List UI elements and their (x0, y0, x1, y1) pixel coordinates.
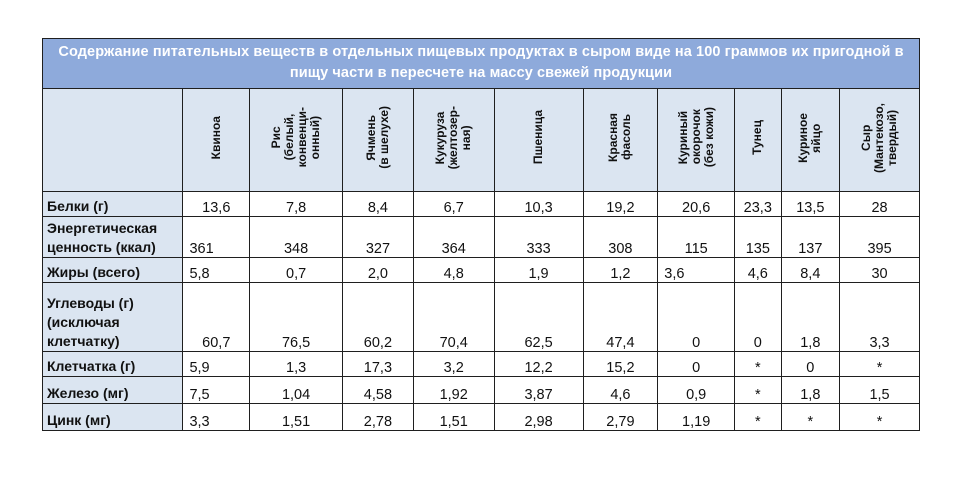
table-cell: 17,3 (343, 352, 414, 377)
table-cell: 1,8 (781, 283, 840, 352)
nutrient-table (42, 88, 920, 431)
table-cell: 12,2 (494, 352, 583, 377)
table-cell: 5,8 (183, 258, 250, 283)
table-cell: 4,8 (413, 258, 494, 283)
column-header: Куриный окорочок (без кожи) (658, 89, 735, 192)
header-row (43, 89, 920, 192)
table-cell: 1,51 (250, 404, 343, 431)
table-cell: 2,98 (494, 404, 583, 431)
table-cell: 1,04 (250, 377, 343, 404)
row-label: Белки (г) (43, 192, 183, 217)
table-cell: 28 (840, 192, 920, 217)
table-cell: 47,4 (583, 283, 658, 352)
column-header: Куриное яйцо (781, 89, 840, 192)
table-cell: 115 (658, 217, 735, 258)
table-cell: * (840, 352, 920, 377)
table-row (43, 258, 920, 283)
column-header: Кукуруза (желтозер- ная) (413, 89, 494, 192)
table-cell: 6,7 (413, 192, 494, 217)
table-cell: 2,79 (583, 404, 658, 431)
table-cell: 1,51 (413, 404, 494, 431)
table-cell: 62,5 (494, 283, 583, 352)
table-cell: 4,6 (583, 377, 658, 404)
table-cell: 1,8 (781, 377, 840, 404)
column-header: Ячмень (в шелухе) (343, 89, 414, 192)
table-cell: 0 (735, 283, 781, 352)
row-label: Энергетическая ценность (ккал) (43, 217, 183, 258)
table-cell: 137 (781, 217, 840, 258)
table-cell: 3,6 (658, 258, 735, 283)
table-cell: 8,4 (781, 258, 840, 283)
table-cell: 15,2 (583, 352, 658, 377)
table-cell: 76,5 (250, 283, 343, 352)
table-cell: 23,3 (735, 192, 781, 217)
table-cell: 1,9 (494, 258, 583, 283)
row-label: Цинк (мг) (43, 404, 183, 431)
column-header: Пшеница (494, 89, 583, 192)
table-cell: 1,5 (840, 377, 920, 404)
table-cell: 308 (583, 217, 658, 258)
table-cell: 327 (343, 217, 414, 258)
table-cell: 0 (781, 352, 840, 377)
table-cell: 0,7 (250, 258, 343, 283)
table-cell: 13,6 (183, 192, 250, 217)
column-header: Красная фасоль (583, 89, 658, 192)
table-cell: 333 (494, 217, 583, 258)
table-cell: 4,58 (343, 377, 414, 404)
table-cell: 19,2 (583, 192, 658, 217)
row-label: Железо (мг) (43, 377, 183, 404)
table-cell: 60,7 (183, 283, 250, 352)
table-row (43, 404, 920, 431)
table-row (43, 352, 920, 377)
table-cell: 4,6 (735, 258, 781, 283)
table-cell: 5,9 (183, 352, 250, 377)
column-header: Квиноа (183, 89, 250, 192)
column-header: Рис (белый, конвенци- онный) (250, 89, 343, 192)
table-cell: * (840, 404, 920, 431)
table-cell: 395 (840, 217, 920, 258)
table-cell: 1,3 (250, 352, 343, 377)
table-cell: 1,19 (658, 404, 735, 431)
table-cell: 7,5 (183, 377, 250, 404)
table-cell: 0,9 (658, 377, 735, 404)
table-cell: 3,87 (494, 377, 583, 404)
table-row (43, 192, 920, 217)
table-cell: 2,78 (343, 404, 414, 431)
table-cell: 20,6 (658, 192, 735, 217)
row-label: Жиры (всего) (43, 258, 183, 283)
table-cell: 10,3 (494, 192, 583, 217)
table-cell: 1,92 (413, 377, 494, 404)
table-cell: 0 (658, 352, 735, 377)
table-cell: 135 (735, 217, 781, 258)
table-cell: * (735, 404, 781, 431)
row-label: Клетчатка (г) (43, 352, 183, 377)
table-cell: * (781, 404, 840, 431)
table-cell: 1,2 (583, 258, 658, 283)
nutrient-table-container (42, 38, 920, 431)
table-cell: 364 (413, 217, 494, 258)
table-cell: 348 (250, 217, 343, 258)
table-cell: 60,2 (343, 283, 414, 352)
table-cell: 361 (183, 217, 250, 258)
table-row (43, 377, 920, 404)
table-cell: 8,4 (343, 192, 414, 217)
table-cell: 0 (658, 283, 735, 352)
table-row (43, 283, 920, 352)
table-row (43, 217, 920, 258)
table-title: Содержание питательных веществ в отдельных пищевых продуктах в сыром виде на 100 граммов их пригодной в пищу части в пересчете на массу свежей продукции (42, 38, 920, 88)
table-cell: 2,0 (343, 258, 414, 283)
table-cell: 7,8 (250, 192, 343, 217)
table-cell: 70,4 (413, 283, 494, 352)
table-cell: 3,3 (183, 404, 250, 431)
table-cell: * (735, 377, 781, 404)
table-cell: 3,2 (413, 352, 494, 377)
row-label: Углеводы (г) (исключая клетчатку) (43, 283, 183, 352)
table-cell: 30 (840, 258, 920, 283)
column-header: Сыр (Мантекозо, твердый) (840, 89, 920, 192)
column-header: Тунец (735, 89, 781, 192)
header-corner-cell (43, 89, 183, 192)
table-cell: 13,5 (781, 192, 840, 217)
table-cell: * (735, 352, 781, 377)
table-cell: 3,3 (840, 283, 920, 352)
